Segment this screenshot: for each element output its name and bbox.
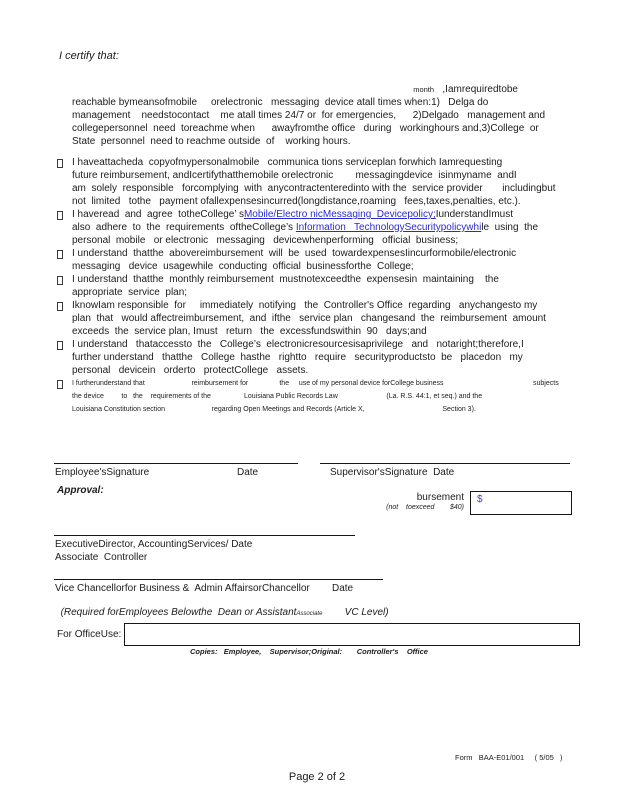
text-segment: I furtherunderstand that reimbursement for the use of my personal device forCollege business subjects bbox=[72, 380, 559, 387]
bullet-text bbox=[72, 273, 499, 299]
checkbox-bullet-icon bbox=[57, 276, 63, 285]
bullet-item bbox=[57, 338, 587, 377]
office-use-box[interactable] bbox=[124, 623, 580, 646]
bullet-text bbox=[72, 247, 516, 273]
text-line bbox=[72, 351, 524, 364]
requirement-note-post: VC Level) bbox=[322, 607, 389, 618]
text-segment: reachable bymeansofmobile orelectronic messaging device atall times when:1) Delga do bbox=[72, 97, 489, 108]
text-line bbox=[72, 403, 559, 416]
text-line bbox=[72, 299, 546, 312]
text-line bbox=[72, 156, 556, 169]
text-line bbox=[72, 169, 556, 182]
bullet-item bbox=[57, 273, 587, 299]
text-segment: I haveattacheda copyofmypersonalmobile communica tions serviceplan forwhich Iamrequesting bbox=[72, 157, 503, 168]
employee-signature-line bbox=[54, 463, 298, 464]
reimbursement-caption-text: bursement bbox=[416, 492, 464, 503]
text-line bbox=[72, 273, 499, 286]
text-line bbox=[72, 208, 538, 221]
text-line bbox=[72, 260, 516, 273]
text-segment: I understand thataccessto the College’s electronicresourcesisaprivilege and notaright;therefore,I bbox=[72, 339, 524, 350]
checkbox-bullet-icon bbox=[57, 341, 63, 350]
page-number: Page 2 of 2 bbox=[288, 771, 346, 783]
checkbox-bullet-icon bbox=[57, 211, 63, 220]
bullet-item bbox=[57, 377, 587, 416]
text-segment: month bbox=[413, 85, 435, 94]
text-line bbox=[72, 377, 559, 390]
associate-controller-label: Associate Controller bbox=[55, 552, 148, 563]
checkbox-bullet-icon bbox=[57, 380, 63, 389]
supervisor-signature-label: Supervisor'sSignature Date bbox=[330, 467, 455, 478]
text-line bbox=[72, 364, 524, 377]
not-exceed-caption: (not toexceed $40) bbox=[386, 504, 464, 511]
text-segment: exceeds the service plan, Imust return the excessfundswithin 90 days;and bbox=[72, 326, 427, 337]
bullet-item bbox=[57, 247, 587, 273]
reimbursement-caption bbox=[350, 492, 464, 511]
executive-director-label: ExecutiveDirector, AccountingServices/ Date bbox=[55, 539, 253, 550]
reimbursement-amount-box[interactable] bbox=[470, 491, 572, 515]
text-line bbox=[72, 390, 559, 403]
vice-chancellor-requirement-note bbox=[55, 596, 389, 618]
supervisor-signature-line bbox=[320, 463, 570, 464]
text-line bbox=[72, 135, 532, 148]
checkbox-bullet-icon bbox=[57, 159, 63, 168]
text-line bbox=[72, 247, 516, 260]
text-line bbox=[72, 109, 546, 122]
bullet-text bbox=[72, 208, 538, 247]
certify-heading: I certify that: bbox=[59, 50, 119, 62]
copies-distribution-note: Copies: Employee, Supervisor;Original: Controller's Office bbox=[190, 647, 428, 656]
text-segment: plan that would affectreimbursement, and ifthe service plan changesand the reimbursement amount bbox=[72, 313, 546, 324]
checkbox-bullet-icon bbox=[57, 250, 63, 259]
requirement-note-pre: (Required forEmployees Belowthe Dean or Assistant bbox=[60, 607, 297, 618]
text-segment: the device to the requirements of the Louisiana Public Records Law (La. R.S. 44:1, et seq.) and the bbox=[72, 393, 483, 400]
text-segment: State personnel need to reachme outside of working hours. bbox=[72, 136, 351, 147]
approval-label: Approval: bbox=[57, 485, 104, 496]
text-segment: management needstocontact me atall times 24/7 or for emergencies, 2)Delgado management and bbox=[72, 110, 546, 121]
text-segment: IknowIam responsible for immediately notifying the Controller's Office regarding anychangesto my bbox=[72, 300, 538, 311]
certification-list bbox=[57, 156, 587, 416]
text-segment: appropriate service plan; bbox=[72, 287, 188, 298]
bullet-item bbox=[57, 299, 587, 338]
text-line bbox=[72, 312, 546, 325]
text-segment: I haveread and agree totheCollege’ s bbox=[72, 209, 244, 220]
text-line bbox=[72, 182, 556, 195]
text-line bbox=[72, 83, 532, 96]
text-line bbox=[72, 221, 538, 234]
bullet-text bbox=[72, 338, 524, 377]
bullet-text bbox=[72, 299, 546, 338]
text-line bbox=[72, 338, 524, 351]
executive-director-signature-line bbox=[54, 535, 355, 536]
text-segment: I understand thatthe abovereimbursement will be used towardexpensesIincurformobile/electronic bbox=[72, 248, 517, 259]
vice-chancellor-signature-line bbox=[54, 579, 383, 580]
text-segment: further understand thatthe College hasthe rightto require securityproductsto be placedon my bbox=[72, 352, 523, 363]
text-line bbox=[72, 286, 499, 299]
form-number: Form BAA-E01/001 ( 5/05 ) bbox=[455, 753, 563, 762]
text-line bbox=[72, 122, 539, 135]
text-segment: collegepersonnel need toreachme when awayfromthe office during workinghours and,3)College or bbox=[72, 123, 539, 134]
policy-link[interactable]: Mobile/Electro nicMessaging Devicepolicy; bbox=[243, 209, 436, 220]
bullet-text bbox=[72, 156, 556, 208]
text-segment: future reimbursement, andIcertifythatthemobile orelectronic messagingdevice isinmyname andI bbox=[72, 170, 517, 181]
text-line bbox=[72, 195, 556, 208]
text-segment: I understand thatthe monthly reimbursement mustnotexceedthe expensesin maintaining the bbox=[72, 274, 499, 285]
office-use-label: For OfficeUse: bbox=[57, 629, 122, 640]
text-line bbox=[72, 234, 538, 247]
text-segment: not limited tothe payment ofallexpensesincurred(longdistance,roaming fees,taxes,penalties, etc.). bbox=[72, 196, 521, 207]
text-segment: personal mobile or electronic messaging devicewhenperforming official business; bbox=[72, 235, 459, 246]
text-segment: le using the bbox=[481, 222, 539, 233]
intro-paragraph bbox=[72, 83, 546, 148]
policy-link[interactable]: Information TechnologySecuritypolicywhi bbox=[295, 222, 482, 233]
bullet-item bbox=[57, 208, 587, 247]
employee-signature-label: Employee'sSignature bbox=[55, 467, 150, 478]
bullet-item bbox=[57, 156, 587, 208]
bullet-text bbox=[72, 377, 559, 416]
text-segment: also adhere to the requirements oftheCollege’s bbox=[72, 222, 296, 233]
text-line bbox=[72, 325, 546, 338]
requirement-note-small: Associate bbox=[296, 611, 323, 617]
employee-date-label: Date bbox=[237, 467, 259, 478]
checkbox-bullet-icon bbox=[57, 302, 63, 311]
text-segment: personal devicein orderto protectCollege assets. bbox=[72, 365, 309, 376]
vice-chancellor-label: Vice Chancellorfor Business & Admin AffairsorChancellor Date bbox=[55, 583, 354, 594]
dollar-sign: $ bbox=[477, 494, 483, 505]
text-line bbox=[72, 96, 532, 109]
text-segment: messaging device usagewhile conducting official businessforthe College; bbox=[72, 261, 414, 272]
text-segment: am solely responsible forcomplying with anycontractenteredinto with the service provider includingbut bbox=[72, 183, 556, 194]
text-segment: Louisiana Constitution section regarding Open Meetings and Records (Article X, Section 3). bbox=[72, 406, 476, 413]
text-segment: ,Iamrequiredtobe bbox=[434, 84, 518, 95]
text-segment: IunderstandImust bbox=[435, 209, 513, 220]
